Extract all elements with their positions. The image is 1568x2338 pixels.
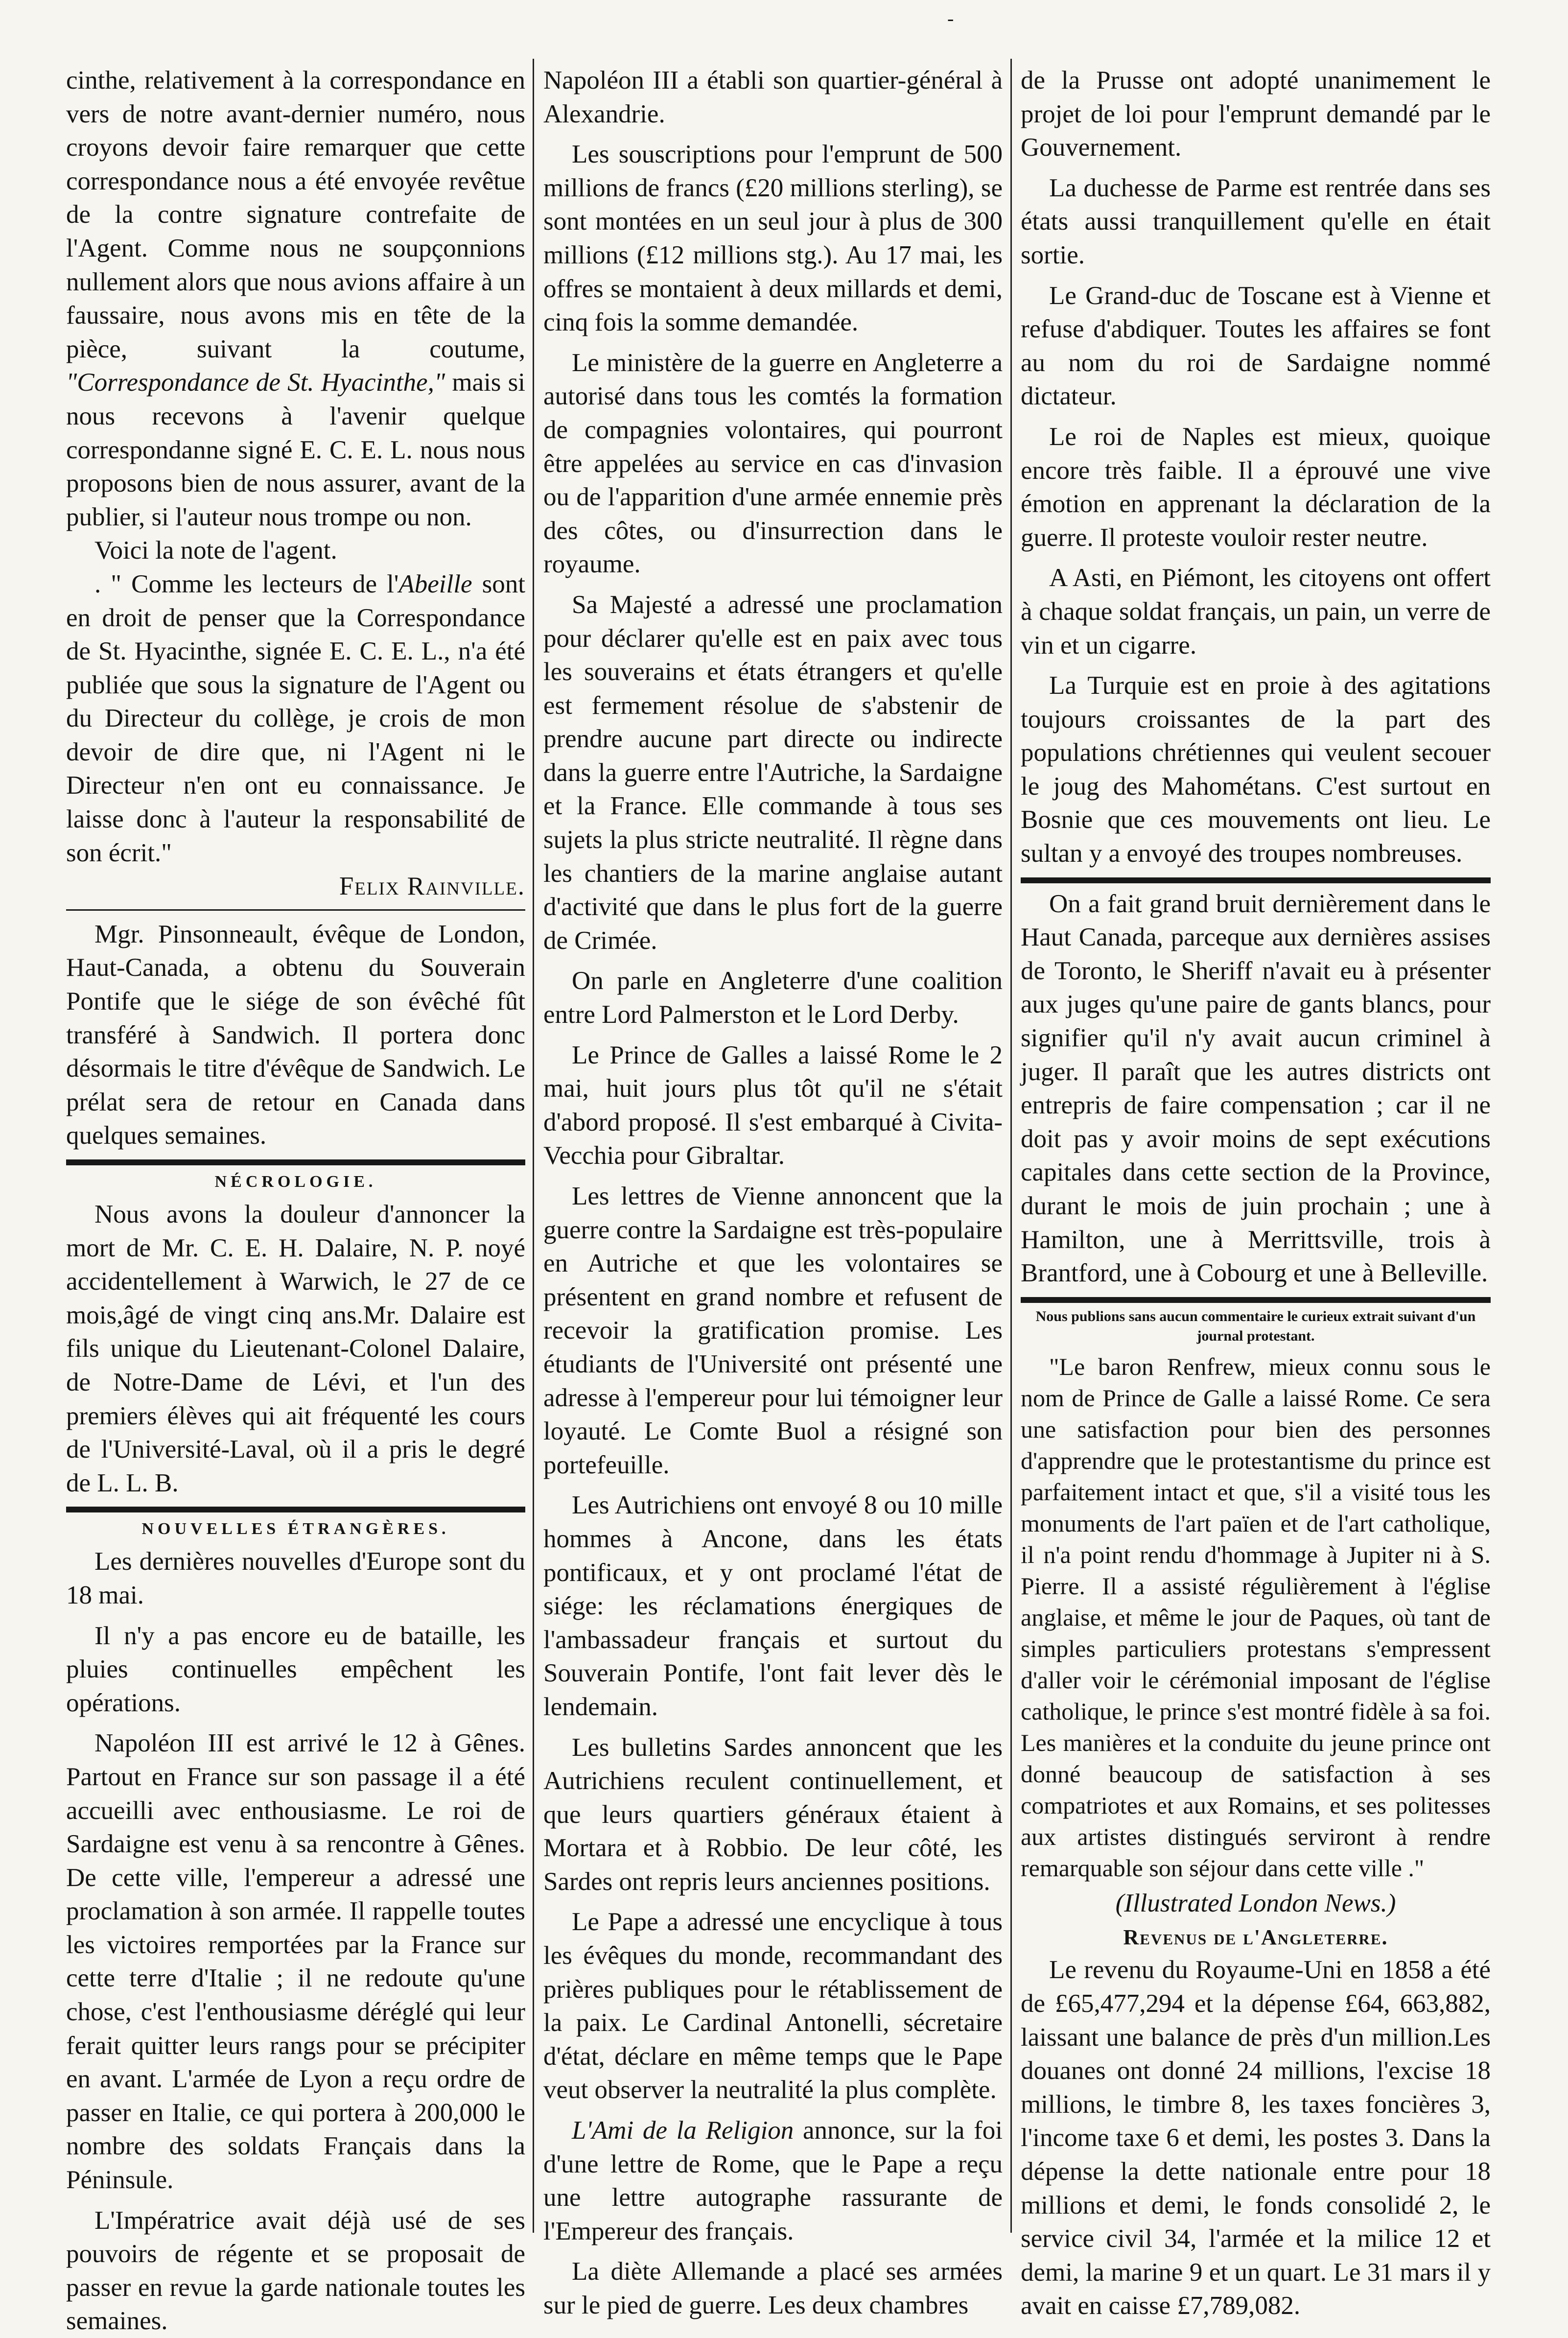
column-left xyxy=(66,64,525,2338)
agent-note-quote: . " Comme les lecteurs de l'Abeille sont en droit de penser que la Correspondance de St. Hyacinthe, signée E. C. E. L., n'a été publiée que sous la signature de l'Agent ou du Directeur du collège, je crois de mon devoir de dire que, ni l'Agent ni le Directeur n'en ont eu connaissance. Je laisse donc à l'auteur la responsabilité de son écrit." xyxy=(66,569,525,867)
editor-note: Nous publions sans aucun commentaire le curieux extrait suivant d'un journal protestant. xyxy=(1035,1308,1476,1344)
revenue-heading: Revenus de l'Angleterre. xyxy=(1123,1925,1388,1950)
foreign-news-paragraph: Les dernières nouvelles d'Europe sont du 18 mai. xyxy=(66,1547,525,1609)
news-paragraph: La Turquie est en proie à des agitations toujours croissantes de la part des populations chrétiennes qui veulent secouer le joug des Mahométans. C'est surtout en Bosnie que ces mouvements ont lieu. Le sultan y a envoyé des troupes nombreuses. xyxy=(1021,671,1491,868)
news-paragraph: Napoléon III a établi son quartier-général à Alexandrie. xyxy=(543,66,1003,128)
news-paragraph: Les bulletins Sardes annoncent que les Autrichiens reculent continuellement, et que leurs quartiers généraux étaient à Mortara et à Robbio. De leur côté, les Sardes ont repris leurs anciennes positions. xyxy=(543,1733,1003,1896)
section-rule xyxy=(1021,1297,1491,1303)
foreign-news-paragraph: Il n'y a pas encore eu de bataille, les pluies continuelles empêchent les opérations. xyxy=(66,1621,525,1717)
correspondence-paragraph: cinthe, relativement à la correspondance en vers de notre avant-dernier numéro, nous croyons devoir faire remarquer que cette correspondance nous a été envoyée revêtue de la contre signature contrefaite de l'Agent. Comme nous ne soupçonnions nullement alors que nous avions affaire à un faussaire, nous avons mis en tête de la pièce, suivant la coutume, "Correspondance de St. Hyacinthe," mais si nous recevons à l'avenir quelque correspondanne signé E. C. E. L. nous nous proposons bien de nous assurer, avant de la publier, si l'auteur nous trompe ou non. xyxy=(66,66,526,531)
foreign-news-heading: NOUVELLES ÉTRANGÈRES. xyxy=(141,1520,450,1538)
column-rule-right xyxy=(1010,59,1012,2233)
section-rule xyxy=(1021,877,1491,883)
column-rule-left xyxy=(533,59,534,2233)
news-paragraph: On parle en Angleterre d'une coalition entre Lord Palmerston et le Lord Derby. xyxy=(543,967,1003,1029)
news-paragraph: Le Prince de Galles a laissé Rome le 2 mai, huit jours plus tôt qu'il ne s'était d'abord proposé. Il s'est embarqué à Civita-Vecchia pour Gibraltar. xyxy=(543,1040,1003,1170)
news-paragraph: Les Autrichiens ont envoyé 8 ou 10 mille hommes à Ancone, dans les états pontificaux, et y ont proclamé l'état de siége: les réclamations énergiques de l'ambassadeur français et surtout du Souverain Pontife, l'ont fait lever dès le lendemain. xyxy=(543,1491,1003,1721)
revenue-paragraph: Le revenu du Royaume-Uni en 1858 a été de £65,477,294 et la dépense £64, 663,882, laissant une balance de près d'un million.Les douanes ont donné 24 millions, l'excise 18 millions, le timbre 8, les taxes foncières 3, l'income taxe 6 et demi, les postes 3. Dans la dépense la dette nationale entre pour 18 millions et demi, le fonds consolidé 2, le service civil 34, l'armée et la milice 12 et demi, la marine 9 et un quart. Le 31 mars il y avait en caisse £7,789,082. xyxy=(1021,1956,1491,2320)
news-paragraph: Le ministère de la guerre en Angleterre a autorisé dans tous les comtés la formation de compagnies volontaires, qui pourront être appelées au service en cas d'invasion ou de l'apparition d'une armée ennemie près des côtes, ou d'insurrection dans le royaume. xyxy=(543,348,1003,579)
news-paragraph: Les souscriptions pour l'emprunt de 500 millions de francs (£20 millions sterling), se sont montées en un seul jour à plus de 300 millions (£12 millions stg.). Au 17 mai, les offres se montaient à deux millards et demi, cinq fois la somme demandée. xyxy=(543,140,1003,337)
section-rule xyxy=(66,1507,525,1512)
foreign-news-paragraph: Napoléon III est arrivé le 12 à Gênes. Partout en France sur son passage il a été accueilli avec enthousiasme. Le roi de Sardaigne est venu à sa rencontre à Gênes. De cette ville, l'empereur a adressé une proclamation à son armée. Il rappelle toutes les victoires remportées par la France sur cette terre d'Italie ; il ne redoute qu'une chose, c'est l'enthousiasme déréglé qui leur ferait quitter leurs rangs pour se précipiter en avant. L'armée de Lyon a reçu ordre de passer en Italie, ce qui portera à 200,000 le nombre des soldats Français dans la Péninsule. xyxy=(66,1729,525,2195)
news-paragraph: A Asti, en Piémont, les citoyens ont offert à chaque soldat français, un pain, un verre de vin et un cigarre. xyxy=(1021,564,1491,660)
news-paragraph: Le Pape a adressé une encyclique à tous les évêques du monde, recommandant des prières publiques pour le rétablissement de la paix. Le Cardinal Antonelli, sécretaire d'état, déclare en même temps que le Pape veut observer la neutralité la plus complète. xyxy=(543,1908,1003,2104)
foreign-news-paragraph: L'Impératrice avait déjà usé de ses pouvoirs de régente et se proposait de passer en revue la garde nationale toutes les semaines. xyxy=(66,2206,525,2336)
necrology-paragraph: Nous avons la douleur d'annoncer la mort de Mr. C. E. H. Dalaire, N. P. noyé accidentellement à Warwich, le 27 de ce mois,âgé de vingt cinq ans.Mr. Dalaire est fils unique du Lieutenant-Colonel Dalaire, de Notre-Dame de Lévi, et l'un des premiers élèves qui ait fréquenté les cours de l'Université-Laval, où il a pris le degré de L. L. B. xyxy=(66,1200,525,1497)
column-middle xyxy=(543,64,1003,2322)
news-paragraph: Les lettres de Vienne annoncent que la guerre contre la Sardaigne est très-populaire en Autriche et que les volontaires se présentent en grand nombre et refusent de recevoir la gratification promise. Les étudiants de l'Université ont présenté une adresse à l'empereur pour lui témoigner leur loyauté. Le Comte Buol a résigné son portefeuille. xyxy=(543,1182,1003,1479)
news-paragraph: La duchesse de Parme est rentrée dans ses états aussi tranquillement qu'elle en était sortie. xyxy=(1021,173,1491,269)
agent-note-intro: Voici la note de l'agent. xyxy=(94,536,337,565)
news-paragraph: de la Prusse ont adopté unanimement le projet de loi pour l'emprunt demandé par le Gouvernement. xyxy=(1021,66,1491,162)
separator-rule xyxy=(66,909,525,911)
bishop-paragraph: Mgr. Pinsonneault, évêque de London, Haut-Canada, a obtenu du Souverain Pontife que le siége de son évêché fût transféré à Sandwich. Il portera donc désormais le titre d'évêque de Sandwich. Le prélat sera de retour en Canada dans quelques semaines. xyxy=(66,920,525,1150)
news-paragraph: L'Ami de la Religion annonce, sur la foi d'une lettre de Rome, que le Pape a reçu une lettre autographe rassurante de l'Empereur des français. xyxy=(543,2116,1003,2245)
quoted-extract: "Le baron Renfrew, mieux connu sous le nom de Prince de Galle a laissé Rome. Ce sera une satisfaction pour bien des personnes d'apprendre que le protestantisme du prince est parfaitement intact et que, s'il a visité tous les monuments de l'art païen et de l'art catholique, il n'a point rendu d'hommage à Jupiter ni à S. Pierre. Il a assisté régulièrement à l'église anglaise, et même le jour de Paques, où tant de simples particuliers protestans s'empressent d'aller voir le cérémonial imposant de l'église catholique, le prince s'est montré fidèle à sa foi. Les manières et la conduite du jeune prince ont donné beaucoup de satisfaction à ses compatriotes et aux Romains, et ses politesses aux artistes distingués serviront à rendre remarquable son séjour dans cette ville ." xyxy=(1021,1352,1491,1882)
news-paragraph: Le Grand-duc de Toscane est à Vienne et refuse d'abdiquer. Toutes les affaires se font au nom du roi de Sardaigne nommé dictateur. xyxy=(1021,281,1491,411)
news-paragraph: La diète Allemande a placé ses armées sur le pied de guerre. Les deux chambres xyxy=(543,2257,1003,2319)
column-right xyxy=(1021,64,1491,2323)
news-paragraph: On a fait grand bruit dernièrement dans le Haut Canada, parceque aux dernières assises de Toronto, le Sheriff n'avait eu à présenter aux juges qu'une paire de gants blancs, pour signifier qu'il n'y avait aucun criminel à juger. Il paraît que les autres districts ont entrepris de faire compensation ; car il ne doit pas y avoir moins de sept exécutions capitales dans cette section de la Province, durant le mois de juin prochain ; une à Hamilton, une à Merrittsville, trois à Brantford, une à Cobourg et une à Belleville. xyxy=(1021,889,1491,1288)
necrology-heading: NÉCROLOGIE. xyxy=(214,1173,377,1191)
section-rule xyxy=(66,1159,525,1165)
quote-source: (Illustrated London News.) xyxy=(1115,1889,1396,1917)
news-paragraph: Sa Majesté a adressé une proclamation pour déclarer qu'elle est en paix avec tous les souverains et états étrangers et qu'elle est fermement résolue de s'abstenir de prendre aucune part directe ou indirecte dans la guerre entre l'Autriche, la Sardaigne et la France. Elle commande à tous ses sujets la plus stricte neutralité. Il règne dans les chantiers de la marine anglaise autant d'activité que dans le plus fort de la guerre de Crimée. xyxy=(543,590,1003,955)
news-paragraph: Le roi de Naples est mieux, quoique encore très faible. Il a éprouvé une vive émotion en apprenant la déclaration de la guerre. Il proteste vouloir rester neutre. xyxy=(1021,422,1491,552)
top-mark: - xyxy=(947,7,954,29)
agent-signature: Felix Rainville. xyxy=(339,872,525,901)
